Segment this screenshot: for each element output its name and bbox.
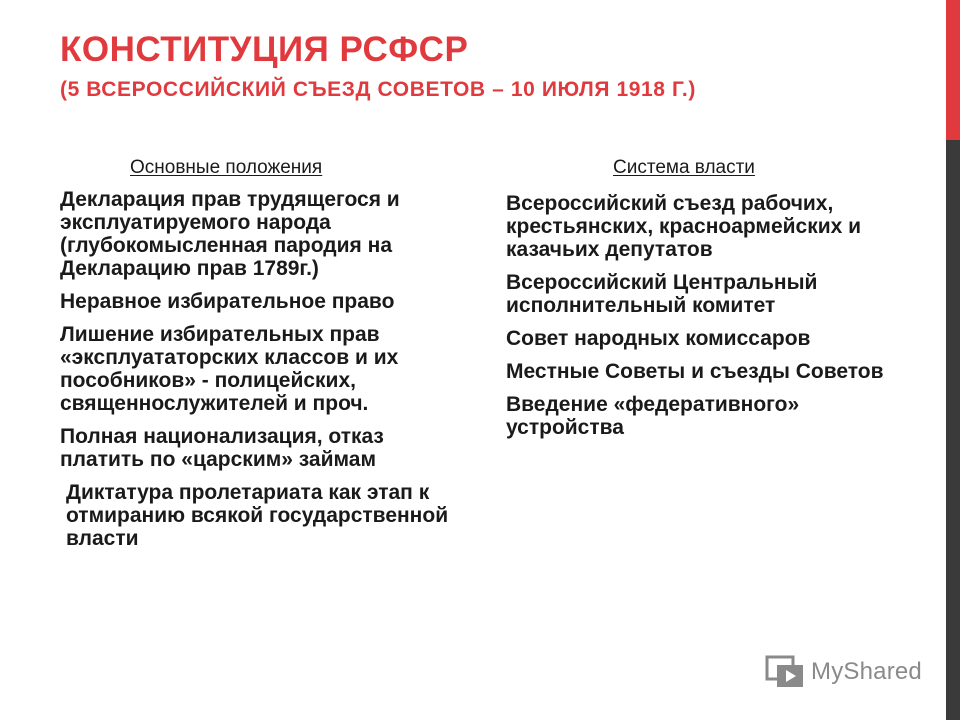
left-column-heading: Основные положения xyxy=(130,157,323,178)
myshared-watermark xyxy=(765,655,922,689)
list-item: Неравное избирательное право xyxy=(60,290,395,313)
myshared-logo-icon xyxy=(765,655,807,689)
watermark-text: MyShared xyxy=(811,658,922,685)
list-item: Декларация прав трудящегося и эксплуатируемого народа (глубокомысленная пародия на Декларацию прав 1789г.) xyxy=(60,188,400,280)
right-column-heading: Система власти xyxy=(613,157,755,178)
power-system-list xyxy=(506,192,916,449)
slide-title: КОНСТИТУЦИЯ РСФСР xyxy=(60,30,469,69)
list-item: Диктатура пролетариата как этап к отмиранию всякой государственной власти xyxy=(66,481,449,550)
list-item: Лишение избирательных прав «эксплуататорских классов и их пособников» - полицейских, священнослужителей и проч. xyxy=(60,323,399,415)
side-accent-bar-highlight xyxy=(946,0,960,140)
list-item: Совет народных комиссаров xyxy=(506,327,811,350)
list-item: Местные Советы и съезды Советов xyxy=(506,360,884,383)
slide-subtitle: (5 ВСЕРОССИЙСКИЙ СЪЕЗД СОВЕТОВ – 10 ИЮЛЯ 1918 Г.) xyxy=(60,78,696,101)
list-item: Введение «федеративного» устройства xyxy=(506,393,800,439)
key-provisions-list xyxy=(60,188,470,560)
list-item: Всероссийский Центральный исполнительный комитет xyxy=(506,271,818,317)
list-item: Всероссийский съезд рабочих, крестьянских, красноармейских и казачьих депутатов xyxy=(506,192,862,261)
list-item: Полная национализация, отказ платить по «царским» займам xyxy=(60,425,384,471)
